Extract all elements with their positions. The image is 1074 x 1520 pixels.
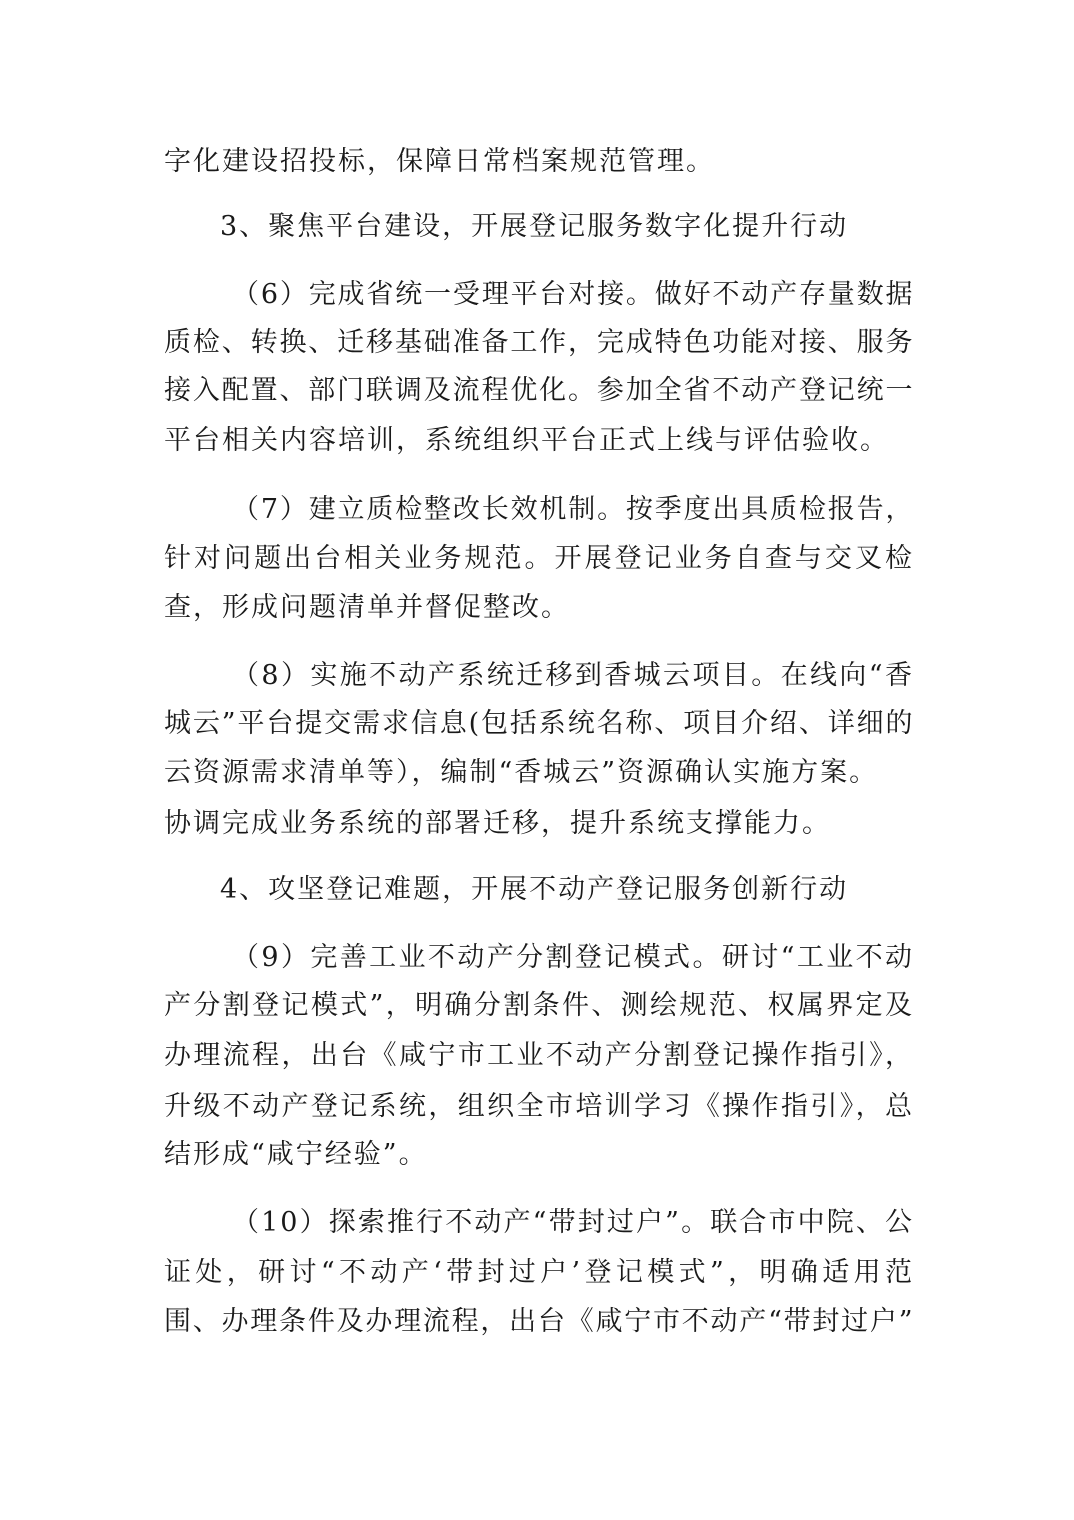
- paragraph-line: （8）实施不动产系统迁移到香城云项目。在线向“香: [232, 660, 914, 691]
- paragraph-line: 城云”平台提交需求信息(包括系统名称、项目介绍、详细的: [164, 708, 914, 739]
- paragraph-line: 查，形成问题清单并督促整改。: [164, 592, 570, 623]
- paragraph-line: 云资源需求清单等），编制“香城云”资源确认实施方案。: [164, 757, 879, 788]
- paragraph-line: （6）完成省统一受理平台对接。做好不动产存量数据: [232, 279, 914, 310]
- paragraph-line: 升级不动产登记系统，组织全市培训学习《操作指引》，总: [164, 1091, 914, 1122]
- paragraph-line: 协调完成业务系统的部署迁移，提升系统支撑能力。: [164, 808, 831, 839]
- paragraph-line: 字化建设招投标，保障日常档案规范管理。: [164, 146, 715, 177]
- paragraph-line: 针对问题出台相关业务规范。开展登记业务自查与交叉检: [164, 543, 914, 574]
- paragraph-line: 产分割登记模式”，明确分割条件、测绘规范、权属界定及: [164, 990, 914, 1021]
- paragraph-line: 平台相关内容培训，系统组织平台正式上线与评估验收。: [164, 425, 889, 456]
- paragraph-line: 证处，研讨“不动产‘带封过户’登记模式”，明确适用范: [164, 1257, 914, 1288]
- paragraph-line: 办理流程，出台《咸宁市工业不动产分割登记操作指引》，: [164, 1040, 914, 1071]
- section-heading: 3、聚焦平台建设，开展登记服务数字化提升行动: [220, 211, 849, 242]
- paragraph-line: （10）探索推行不动产“带封过户”。联合市中院、公: [232, 1207, 914, 1238]
- paragraph-line: 接入配置、部门联调及流程优化。参加全省不动产登记统一: [164, 375, 914, 406]
- paragraph-line: 质检、转换、迁移基础准备工作，完成特色功能对接、服务: [164, 327, 914, 358]
- paragraph-line: 结形成“咸宁经验”。: [164, 1139, 428, 1170]
- section-heading: 4、攻坚登记难题，开展不动产登记服务创新行动: [220, 874, 849, 905]
- paragraph-line: （9）完善工业不动产分割登记模式。研讨“工业不动: [232, 942, 914, 973]
- paragraph-line: 围、办理条件及办理流程，出台《咸宁市不动产“带封过户”: [164, 1306, 914, 1337]
- paragraph-line: （7）建立质检整改长效机制。按季度出具质检报告，: [232, 494, 914, 525]
